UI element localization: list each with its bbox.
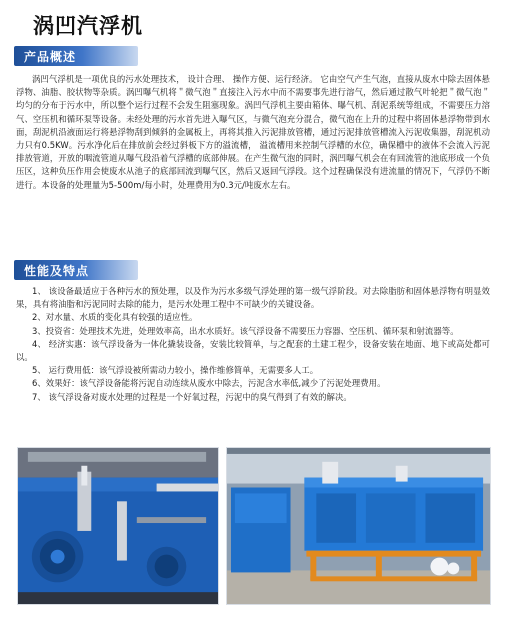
features-list xyxy=(16,285,490,404)
section-heading-overview-label: 产品概述 xyxy=(24,50,77,64)
section-heading-features-label: 性能及特点 xyxy=(24,264,90,278)
section-heading-overview xyxy=(14,46,138,66)
overview-paragraph: 涡凹气浮机是一项优良的污水处理技术， 设计合理、 操作方便、运行经济。 它由空气产生气泡，直接从废水中除去固体悬浮物、油脂、胶状物等杂质。涡凹曝气机将＂微气泡＂直接注入污水中而不需要事先进行溶气，然后通过散气叶轮把＂微气泡＂均匀的分布于污水中，所以整个运行过程不会发生阻塞现象。涡凹气浮机主要由箱体、曝气机、刮泥系统等组成，不需要压力溶气、空压机和循环泵等设备。未经处理的污水首先进入曝气区，与微气泡充分混合，微气泡在上升的过程中将固体悬浮物带到水面，刮泥机沿液面运行将悬浮物刮到倾斜的金属板上，再将其推入污泥排放管槽，通过污泥排放管槽流入污泥收集器，刮泥机动力只有0.5KW。污水净化后在排放前会经过斜板下方的溢流槽， 溢流槽用来控制气浮槽的水位，确保槽中的液体不会流入污泥排放管道，开放的咽流管道从曝气段沿着气浮槽的底部伸展。在产生微气泡的同时，涡凹曝气机会在有回流管的池底形成一个负压区，这种负压作用会使废水从池子的底部回流到曝气区，然后又返回气浮段。这个过程确保没有进流量的情况下，气浮仍不断进行。本设备的处理量为5-500m/每小时，处理费用为0.3元/吨废水左右。 xyxy=(16,74,490,190)
section-heading-features xyxy=(14,260,138,280)
feature-item-1: 1、 该设备最适应于各种污水的预处理，以及作为污水多级气浮处理的第一级气浮阶段。对去除脂肪和固体悬浮物有明显效果，具有将油脂和污泥同时去除的能力，是污水处理工程中不可缺少的关键设备。 xyxy=(16,286,490,310)
page-title: 涡凹汽浮机 xyxy=(33,14,143,38)
machine-photo-workshop xyxy=(226,447,491,605)
feature-item-4: 4、 经济实惠：该气浮设备为一体化撬装设备，安装比较简单，与之配套的土建工程少，设备安装在地面、地下或高处都可以。 xyxy=(16,338,490,363)
feature-item-2: 2、对水量、水质的变化具有较强的适应性。 xyxy=(32,312,198,323)
feature-item-6: 6、效果好：该气浮设备能将污泥自动连续从废水中除去，污泥含水率低,减少了污泥处理费用。 xyxy=(32,378,386,389)
feature-item-5: 5、 运行费用低：该气浮设被所需动力较小，操作维修简单，无需要多人工。 xyxy=(32,365,319,376)
feature-item-7: 7、 该气浮设备对废水处理的过程是一个好氧过程，污泥中的臭气得到了有效的解决。 xyxy=(32,391,352,402)
feature-item-3: 3、投资省：处理技术先进，处理效率高，出水水质好。该气浮设备不需要压力容器、空压机、循环泵和射流器等。 xyxy=(32,325,459,336)
machine-photo-closeup xyxy=(17,447,219,605)
